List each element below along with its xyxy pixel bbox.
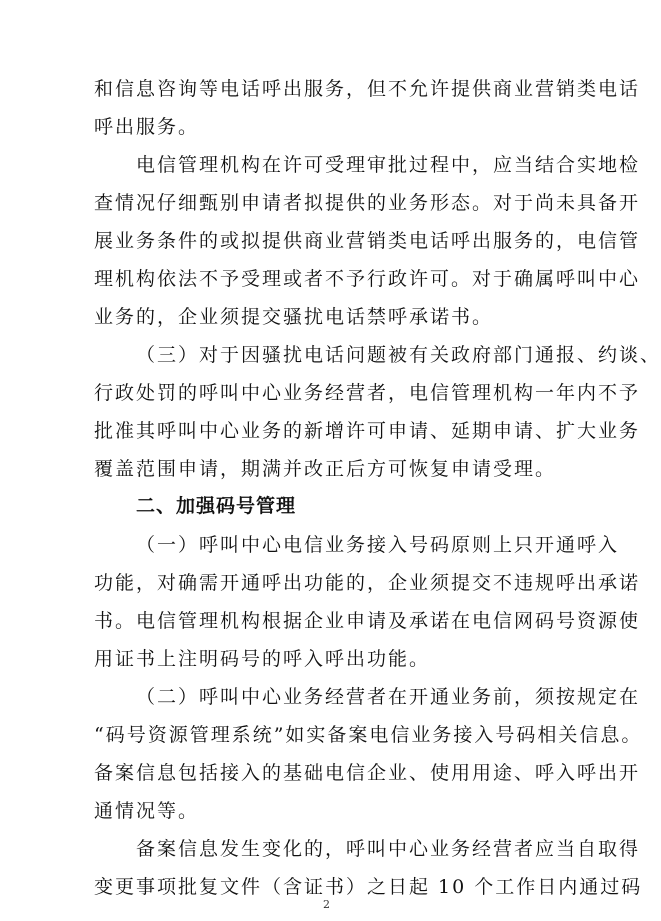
body-text-line: 查情况仔细甄别申请者拟提供的业务形态。对于尚未具备开 [94, 192, 641, 214]
body-text-line: 通情况等。 [94, 800, 200, 822]
body-text-line: “码号资源管理系统”如实备案电信业务接入号码相关信息。 [94, 724, 643, 746]
paragraph-first-line: 备案信息发生变化的，呼叫中心业务经营者应当自取得 [136, 838, 641, 860]
body-text-line: 业务的，企业须提交骚扰电话禁呼承诺书。 [94, 306, 494, 328]
body-text-line: 理机构依法不予受理或者不予行政许可。对于确属呼叫中心 [94, 268, 641, 290]
body-text-line: 呼出服务。 [94, 116, 200, 138]
page-number: 2 [323, 898, 330, 911]
paragraph-first-line: （一）呼叫中心电信业务接入号码原则上只开通呼入 [136, 534, 620, 556]
body-text-line: 功能，对确需开通呼出功能的，企业须提交不违规呼出承诺 [94, 572, 641, 594]
body-text-line: 展业务条件的或拟提供商业营销类电话呼出服务的，电信管 [94, 230, 641, 252]
body-text-line: 和信息咨询等电话呼出服务，但不允许提供商业营销类电话 [94, 78, 641, 100]
section-heading: 二、加强码号管理 [136, 495, 297, 517]
paragraph-first-line: 电信管理机构在许可受理审批过程中，应当结合实地检 [136, 154, 641, 176]
body-text-line: 覆盖范围申请，期满并改正后方可恢复申请受理。 [94, 458, 557, 480]
body-text-line: 书。电信管理机构根据企业申请及承诺在电信网码号资源使 [94, 610, 641, 632]
paragraph-first-line: （二）呼叫中心业务经营者在开通业务前，须按规定在 [136, 686, 641, 708]
body-text-line: 批准其呼叫中心业务的新增许可申请、延期申请、扩大业务 [94, 420, 641, 442]
paragraph-first-line: （三）对于因骚扰电话问题被有关政府部门通报、约谈、 [136, 344, 661, 366]
body-text-line: 备案信息包括接入的基础电信企业、使用用途、呼入呼出开 [94, 762, 641, 784]
body-text-line: 行政处罚的呼叫中心业务经营者，电信管理机构一年内不予 [94, 382, 641, 404]
body-text-line: 用证书上注明码号的呼入呼出功能。 [94, 648, 431, 670]
body-text-line: 变更事项批复文件（含证书）之日起 10 个工作日内通过码 [94, 876, 643, 898]
